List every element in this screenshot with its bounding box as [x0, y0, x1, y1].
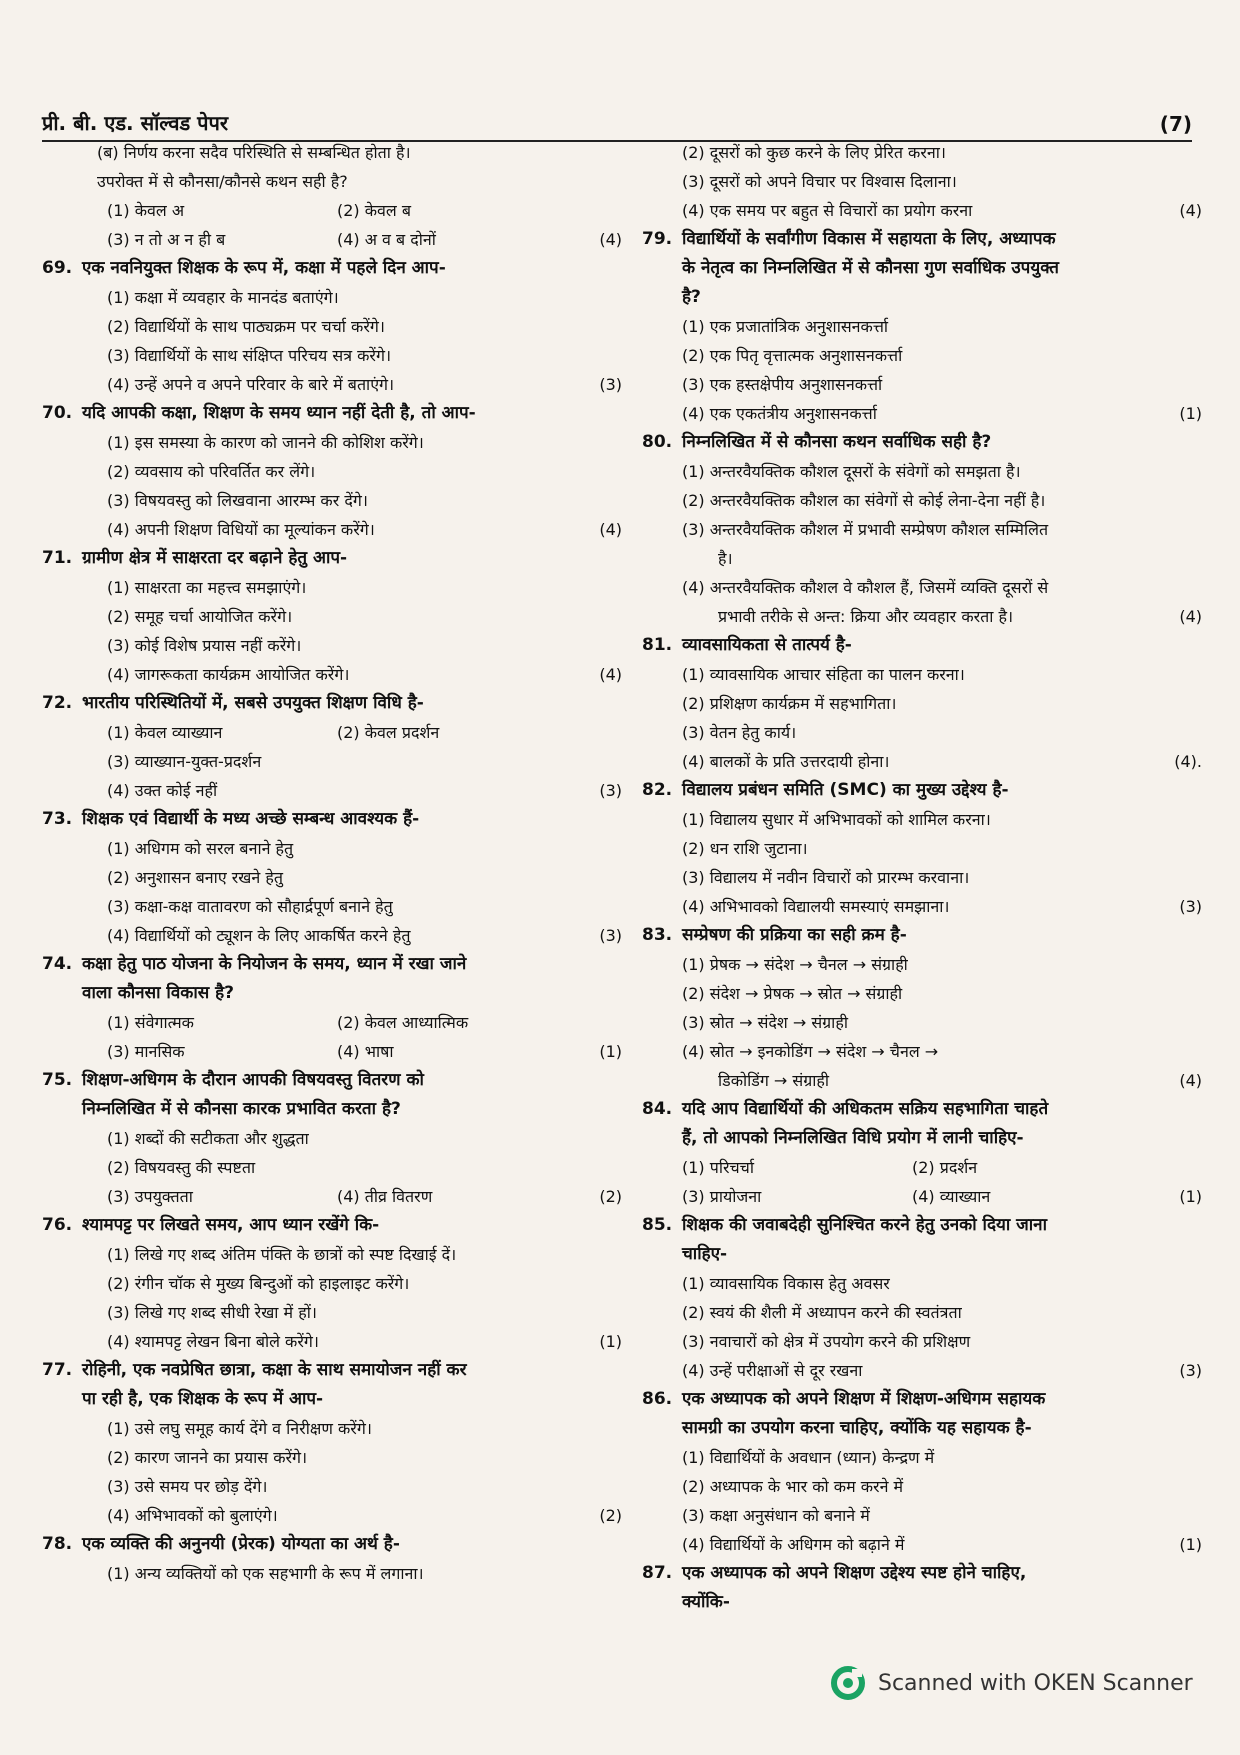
answer: (4).: [1174, 752, 1202, 771]
question-text: शिक्षक एवं विद्यार्थी के मध्य अच्छे सम्बन्ध आवश्यक हैं-: [82, 809, 420, 829]
option-4-cont: डिकोडिंग → संग्राही: [718, 1071, 830, 1090]
question-number: 75.: [42, 1070, 73, 1090]
question-text-cont: चाहिए-: [682, 1244, 728, 1264]
question-73: [42, 805, 622, 950]
option-3: (3) एक हस्तक्षेपीय अनुशासनकर्त्ता: [682, 375, 883, 394]
option-1: (1) एक प्रजातांत्रिक अनुशासनकर्त्ता: [682, 317, 889, 336]
answer: (3): [599, 926, 622, 945]
option-2: (2) विद्यार्थियों के साथ पाठ्यक्रम पर चर्चा करेंगे।: [107, 317, 385, 336]
question-87: [642, 1559, 1202, 1617]
option-1: (1) परिचर्चा: [682, 1158, 754, 1177]
option-3: (3) विद्यार्थियों के साथ संक्षिप्त परिचय सत्र करेंगे।: [107, 346, 392, 365]
question-69: [42, 254, 622, 399]
option-1: (1) अधिगम को सरल बनाने हेतु: [107, 839, 294, 858]
question-prompt: उपरोक्त में से कौनसा/कौनसे कथन सही है?: [97, 172, 348, 191]
option-1: (1) विद्यार्थियों के अवधान (ध्यान) केन्द्रण में: [682, 1448, 935, 1467]
question-76: [42, 1211, 622, 1356]
statement-b: (ब) निर्णय करना सदैव परिस्थिति से सम्बन्धित होता है।: [97, 143, 411, 162]
question-72: [42, 689, 622, 805]
question-text: भारतीय परिस्थितियों में, सबसे उपयुक्त शिक्षण विधि है-: [82, 693, 424, 713]
question-text: कक्षा हेतु पाठ योजना के नियोजन के समय, ध्यान में रखा जाने: [82, 954, 467, 974]
option-2: (2) एक पितृ वृत्तात्मक अनुशासनकर्त्ता: [682, 346, 903, 365]
question-75: [42, 1066, 622, 1211]
question-text-cont-2: है?: [682, 287, 701, 307]
answer: (3): [599, 781, 622, 800]
option-4: (4) जागरूकता कार्यक्रम आयोजित करेंगे।: [107, 665, 350, 684]
question-68-continuation: [42, 138, 622, 254]
option-2: (2) केवल आध्यात्मिक: [337, 1013, 469, 1032]
question-text: एक व्यक्ति की अनुनयी (प्रेरक) योग्यता का अर्थ है-: [82, 1534, 400, 1554]
question-text: व्यावसायिकता से तात्पर्य है-: [682, 635, 852, 655]
option-1: (1) इस समस्या के कारण को जानने की कोशिश करेंगे।: [107, 433, 424, 452]
option-2: (2) समूह चर्चा आयोजित करेंगे।: [107, 607, 293, 626]
question-text: रोहिनी, एक नवप्रेषित छात्रा, कक्षा के साथ समायोजन नहीं कर: [82, 1360, 467, 1380]
answer: (4): [1179, 201, 1202, 220]
question-number: 72.: [42, 693, 73, 713]
option-4: (4) अपनी शिक्षण विधियों का मूल्यांकन करेंगे।: [107, 520, 375, 539]
option-2: (2) अध्यापक के भार को कम करने में: [682, 1477, 904, 1496]
option-4: (4) भाषा: [337, 1042, 394, 1061]
answer: (3): [599, 375, 622, 394]
question-text-cont: हैं, तो आपको निम्नलिखित विधि प्रयोग में लानी चाहिए-: [682, 1128, 1024, 1148]
question-number: 69.: [42, 258, 73, 278]
question-84: [642, 1095, 1202, 1211]
option-2: (2) व्यवसाय को परिवर्तित कर लेंगे।: [107, 462, 316, 481]
scanner-text: Scanned with OKEN Scanner: [878, 1670, 1193, 1696]
question-text: यदि आप विद्यार्थियों की अधिकतम सक्रिय सहभागिता चाहते: [682, 1099, 1049, 1119]
option-3: (3) वेतन हेतु कार्य।: [682, 723, 797, 742]
option-1: (1) लिखे गए शब्द अंतिम पंक्ति के छात्रों को स्पष्ट दिखाई दें।: [107, 1245, 457, 1264]
question-text-cont: सामग्री का उपयोग करना चाहिए, क्योंकि यह सहायक है-: [682, 1418, 1032, 1438]
question-number: 78.: [42, 1534, 73, 1554]
question-text: एक नवनियुक्त शिक्षक के रूप में, कक्षा में पहले दिन आप-: [82, 258, 446, 278]
question-text-cont: पा रही है, एक शिक्षक के रूप में आप-: [82, 1389, 324, 1409]
question-text: यदि आपकी कक्षा, शिक्षण के समय ध्यान नहीं देती है, तो आप-: [82, 403, 476, 423]
answer: (2): [599, 1187, 622, 1206]
question-text: विद्यालय प्रबंधन समिति (SMC) का मुख्य उद्देश्य है-: [682, 780, 1009, 800]
option-2: (2) दूसरों को कुछ करने के लिए प्रेरित करना।: [682, 143, 946, 162]
option-3: (3) प्रायोजना: [682, 1187, 762, 1206]
option-1: (1) केवल व्याख्यान: [107, 723, 223, 742]
option-4: (4) विद्यार्थियों के अधिगम को बढ़ाने में: [682, 1535, 905, 1554]
option-4: (4) स्रोत → इनकोडिंग → संदेश → चैनल →: [682, 1042, 939, 1061]
question-number: 82.: [642, 780, 673, 800]
option-1: (1) व्यावसायिक विकास हेतु अवसर: [682, 1274, 890, 1293]
question-text: विद्यार्थियों के सर्वांगीण विकास में सहायता के लिए, अध्यापक: [682, 229, 1056, 249]
left-column: [42, 138, 622, 1588]
answer: (1): [1179, 1535, 1202, 1554]
option-3: (3) उसे समय पर छोड़ देंगे।: [107, 1477, 268, 1496]
question-number: 74.: [42, 954, 73, 974]
option-3: (3) स्रोत → संदेश → संग्राही: [682, 1013, 848, 1032]
option-4: (4) अन्तरवैयक्तिक कौशल वे कौशल हैं, जिसमें व्यक्ति दूसरों से: [682, 578, 1049, 597]
option-2: (2) प्रशिक्षण कार्यक्रम में सहभागिता।: [682, 694, 897, 713]
option-3: (3) अन्तरवैयक्तिक कौशल में प्रभावी सम्प्रेषण कौशल सम्मिलित: [682, 520, 1049, 539]
option-3: (3) उपयुक्तता: [107, 1187, 193, 1206]
option-3: (3) लिखे गए शब्द सीधी रेखा में हों।: [107, 1303, 317, 1322]
option-1: (1) प्रेषक → संदेश → चैनल → संग्राही: [682, 955, 908, 974]
option-4: (4) अ व ब दोनों: [337, 230, 436, 249]
option-4-cont: प्रभावी तरीके से अन्त: क्रिया और व्यवहार करता है।: [718, 607, 1014, 626]
option-2: (2) विषयवस्तु की स्पष्टता: [107, 1158, 256, 1177]
question-text-cont: क्योंकि-: [682, 1592, 730, 1612]
question-number: 84.: [642, 1099, 673, 1119]
option-1: (1) संवेगात्मक: [107, 1013, 194, 1032]
question-number: 80.: [642, 432, 673, 452]
answer: (3): [1179, 897, 1202, 916]
option-2: (2) अनुशासन बनाए रखने हेतु: [107, 868, 283, 887]
answer: (1): [599, 1042, 622, 1061]
question-82: [642, 776, 1202, 921]
option-4: (4) एक एकतंत्रीय अनुशासनकर्त्ता: [682, 404, 877, 423]
question-number: 85.: [642, 1215, 673, 1235]
option-1: (1) उसे लघु समूह कार्य देंगे व निरीक्षण करेंगे।: [107, 1419, 372, 1438]
option-3: (3) कक्षा अनुसंधान को बनाने में: [682, 1506, 870, 1525]
question-text: निम्नलिखित में से कौनसा कथन सर्वाधिक सही है?: [682, 432, 992, 452]
option-3: (3) कक्षा-कक्ष वातावरण को सौहार्द्रपूर्ण बनाने हेतु: [107, 897, 393, 916]
option-4: (4) उन्हें अपने व अपने परिवार के बारे में बताएंगे।: [107, 375, 395, 394]
question-number: 73.: [42, 809, 73, 829]
option-2: (2) प्रदर्शन: [912, 1158, 978, 1177]
option-4: (4) अभिभावको विद्यालयी समस्याएं समझाना।: [682, 897, 950, 916]
option-4: (4) श्यामपट्ट लेखन बिना बोले करेंगे।: [107, 1332, 319, 1351]
answer: (1): [1179, 1187, 1202, 1206]
question-number: 70.: [42, 403, 73, 423]
question-78: [42, 1530, 622, 1588]
question-74: [42, 950, 622, 1066]
option-2: (2) केवल ब: [337, 201, 412, 220]
question-number: 79.: [642, 229, 673, 249]
option-3: (3) विषयवस्तु को लिखवाना आरम्भ कर देंगे।: [107, 491, 368, 510]
option-3: (3) कोई विशेष प्रयास नहीं करेंगे।: [107, 636, 302, 655]
option-2: (2) रंगीन चॉक से मुख्य बिन्दुओं को हाइलाइट करेंगे।: [107, 1274, 410, 1293]
answer: (4): [599, 520, 622, 539]
question-79: [642, 225, 1202, 428]
answer: (4): [599, 230, 622, 249]
option-1: (1) शब्दों की सटीकता और शुद्धता: [107, 1129, 309, 1148]
answer: (1): [599, 1332, 622, 1351]
question-text: शिक्षक की जवाबदेही सुनिश्चित करने हेतु उनको दिया जाना: [682, 1215, 1048, 1235]
option-4: (4) तीव्र वितरण: [337, 1187, 433, 1206]
question-number: 76.: [42, 1215, 73, 1235]
question-text: ग्रामीण क्षेत्र में साक्षरता दर बढ़ाने हेतु आप-: [82, 548, 348, 568]
answer: (3): [1179, 1361, 1202, 1380]
question-80: [642, 428, 1202, 631]
option-1: (1) कक्षा में व्यवहार के मानदंड बताएंगे।: [107, 288, 339, 307]
question-86: [642, 1385, 1202, 1559]
option-1: (1) व्यावसायिक आचार संहिता का पालन करना।: [682, 665, 965, 684]
option-4: (4) व्याख्यान: [912, 1187, 991, 1206]
answer: (4): [599, 665, 622, 684]
question-number: 77.: [42, 1360, 73, 1380]
option-1: (1) साक्षरता का महत्त्व समझाएंगे।: [107, 578, 307, 597]
question-71: [42, 544, 622, 689]
question-text-cont: के नेतृत्व का निम्नलिखित में से कौनसा गुण सर्वाधिक उपयुक्त: [682, 258, 1059, 278]
question-text-cont: निम्नलिखित में से कौनसा कारक प्रभावित करता है?: [82, 1099, 401, 1119]
page-number: (7): [1159, 112, 1192, 136]
question-70: [42, 399, 622, 544]
option-2: (2) धन राशि जुटाना।: [682, 839, 808, 858]
option-3: (3) मानसिक: [107, 1042, 185, 1061]
option-3: (3) दूसरों को अपने विचार पर विश्वास दिलाना।: [682, 172, 957, 191]
option-3: (3) व्याख्यान-युक्त-प्रदर्शन: [107, 752, 262, 771]
option-4: (4) एक समय पर बहुत से विचारों का प्रयोग करना: [682, 201, 973, 220]
option-4: (4) बालकों के प्रति उत्तरदायी होना।: [682, 752, 890, 771]
option-2: (2) कारण जानने का प्रयास करेंगे।: [107, 1448, 308, 1467]
question-number: 86.: [642, 1389, 673, 1409]
question-text: शिक्षण-अधिगम के दौरान आपकी विषयवस्तु वितरण को: [82, 1070, 424, 1090]
option-1: (1) अन्य व्यक्तियों को एक सहभागी के रूप में लगाना।: [107, 1564, 424, 1583]
question-number: 83.: [642, 925, 673, 945]
oken-scanner-logo-icon: [830, 1665, 866, 1701]
question-text: एक अध्यापक को अपने शिक्षण उद्देश्य स्पष्ट होने चाहिए,: [682, 1563, 1027, 1583]
question-text-cont: वाला कौनसा विकास है?: [82, 983, 235, 1003]
option-2: (2) स्वयं की शैली में अध्यापन करने की स्वतंत्रता: [682, 1303, 962, 1322]
scanner-watermark: [830, 1665, 1193, 1701]
option-2: (2) केवल प्रदर्शन: [337, 723, 440, 742]
option-3: (3) विद्यालय में नवीन विचारों को प्रारम्भ करवाना।: [682, 868, 970, 887]
answer: (2): [599, 1506, 622, 1525]
question-83: [642, 921, 1202, 1095]
answer: (4): [1179, 607, 1202, 626]
option-4: (4) उक्त कोई नहीं: [107, 781, 218, 800]
page-header: [42, 100, 1192, 142]
question-78-continuation: [642, 138, 1202, 225]
option-4: (4) विद्यार्थियों को ट्यूशन के लिए आकर्षित करने हेतु: [107, 926, 411, 945]
question-text: सम्प्रेषण की प्रक्रिया का सही क्रम है-: [682, 925, 907, 945]
question-81: [642, 631, 1202, 776]
question-text: एक अध्यापक को अपने शिक्षण में शिक्षण-अधिगम सहायक: [682, 1389, 1046, 1409]
option-1: (1) केवल अ: [107, 201, 185, 220]
option-3: (3) नवाचारों को क्षेत्र में उपयोग करने की प्रशिक्षण: [682, 1332, 971, 1351]
question-number: 71.: [42, 548, 73, 568]
option-2: (2) अन्तरवैयक्तिक कौशल का संवेगों से कोई लेना-देना नहीं है।: [682, 491, 1046, 510]
option-1: (1) अन्तरवैयक्तिक कौशल दूसरों के संवेगों को समझता है।: [682, 462, 1021, 481]
option-3-cont: है।: [718, 549, 733, 568]
question-85: [642, 1211, 1202, 1385]
question-77: [42, 1356, 622, 1530]
answer: (4): [1179, 1071, 1202, 1090]
question-number: 81.: [642, 635, 673, 655]
option-2: (2) संदेश → प्रेषक → स्रोत → संग्राही: [682, 984, 903, 1003]
question-text: श्यामपट्ट पर लिखते समय, आप ध्यान रखेंगे कि-: [82, 1215, 380, 1235]
question-number: 87.: [642, 1563, 673, 1583]
right-column: [642, 138, 1202, 1617]
option-1: (1) विद्यालय सुधार में अभिभावकों को शामिल करना।: [682, 810, 991, 829]
option-4: (4) अभिभावकों को बुलाएंगे।: [107, 1506, 278, 1525]
option-4: (4) उन्हें परीक्षाओं से दूर रखना: [682, 1361, 863, 1380]
answer: (1): [1179, 404, 1202, 423]
option-3: (3) न तो अ न ही ब: [107, 230, 226, 249]
book-title: प्री. बी. एड. सॉल्वड पेपर: [42, 111, 229, 135]
